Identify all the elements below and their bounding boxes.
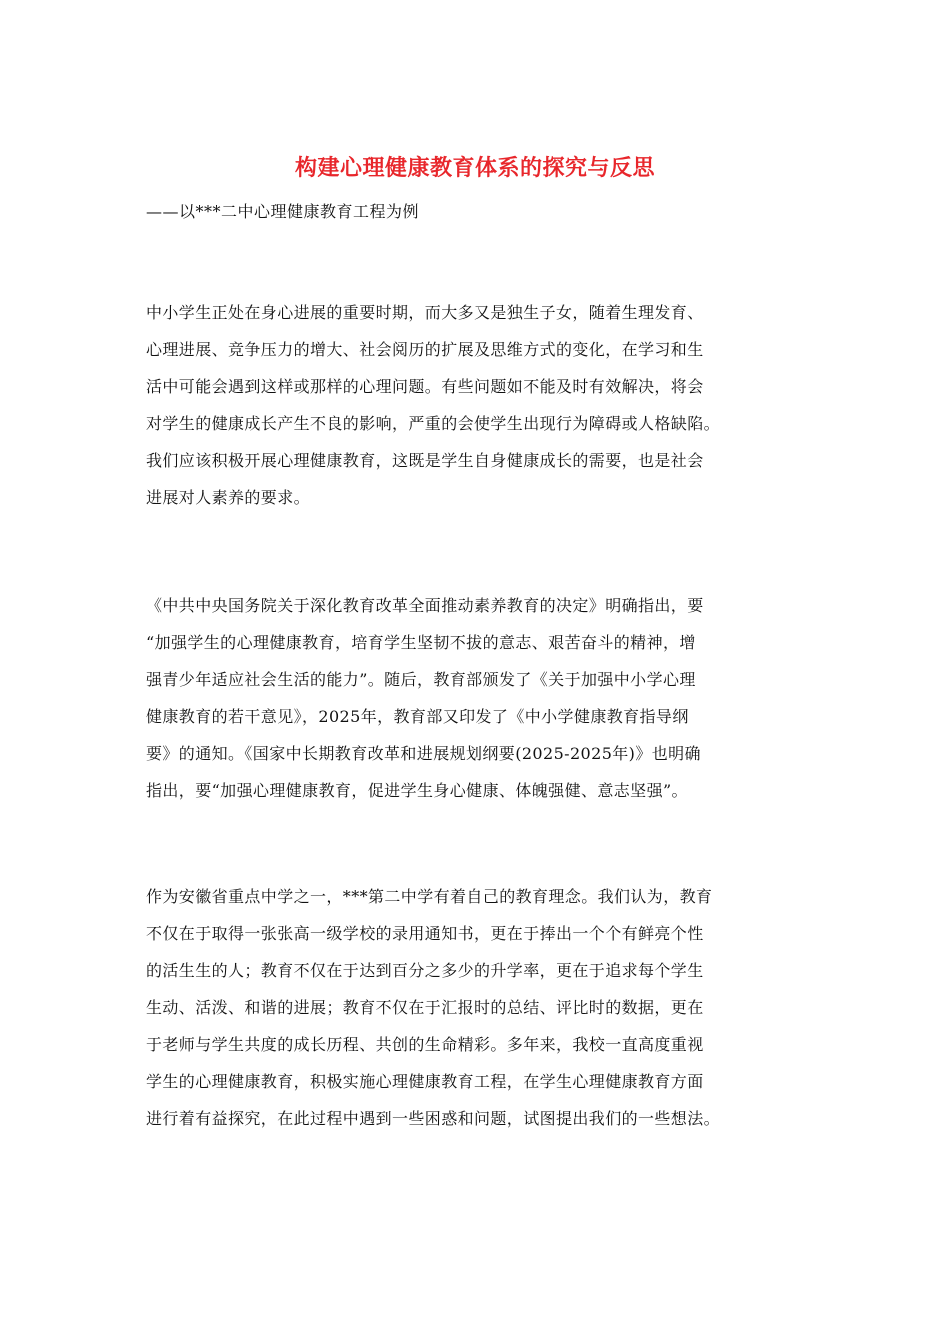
document-title: 构建心理健康教育体系的探究与反思 [294,155,655,181]
paragraph-line: 健康教育的若干意见》，2025年，教育部又印发了《中小学健康教育指导纲 [146,707,689,726]
paragraph-line: 的活生生的人；教育不仅在于达到百分之多少的升学率，更在于追求每个学生 [146,961,704,980]
paragraph-line: 于老师与学生共度的成长历程、共创的生命精彩。多年来，我校一直高度重视 [146,1035,704,1054]
paragraph-line: 活中可能会遇到这样或那样的心理问题。有些问题如不能及时有效解决，将会 [146,377,704,396]
paragraph-1 [146,294,810,516]
paragraph-line: 进行着有益探究，在此过程中遇到一些困惑和问题，试图提出我们的一些想法。 [146,1109,721,1128]
paragraph-line: 中小学生正处在身心进展的重要时期，而大多又是独生子女，随着生理发育、 [146,303,704,322]
paragraph-line: 《中共中央国务院关于深化教育改革全面推动素养教育的决定》明确指出，要 [146,596,704,615]
paragraph-line: 对学生的健康成长产生不良的影响，严重的会使学生出现行为障碍或人格缺陷。 [146,414,721,433]
paragraph-line: 指出，要“加强心理健康教育，促进学生身心健康、体魄强健、意志坚强”。 [146,781,688,800]
paragraph-line: 要》的通知。《国家中长期教育改革和进展规划纲要(2025-2025年)》也明确 [146,744,701,763]
paragraph-line: 生动、活泼、和谐的进展；教育不仅在于汇报时的总结、评比时的数据，更在 [146,998,704,1017]
paragraph-line: 强青少年适应社会生活的能力”。随后，教育部颁发了《关于加强中小学心理 [146,670,696,689]
paragraph-line: 学生的心理健康教育，积极实施心理健康教育工程，在学生心理健康教育方面 [146,1072,704,1091]
paragraph-line: 心理进展、竞争压力的增大、社会阅历的扩展及思维方式的变化，在学习和生 [146,340,704,359]
paragraph-line: 我们应该积极开展心理健康教育，这既是学生自身健康成长的需要，也是社会 [146,451,704,470]
paragraph-line: 作为安徽省重点中学之一，***第二中学有着自己的教育理念。我们认为，教育 [146,887,713,906]
paragraph-3 [146,878,810,1137]
paragraph-line: “加强学生的心理健康教育，培育学生坚韧不拔的意志、艰苦奋斗的精神，增 [146,633,696,652]
paragraph-line: 不仅在于取得一张张高一级学校的录用通知书，更在于捧出一个个有鲜亮个性 [146,924,704,943]
paragraph-2 [146,587,810,809]
paragraph-line: 进展对人素养的要求。 [146,488,311,507]
document-subtitle: ——以***二中心理健康教育工程为例 [146,202,420,221]
